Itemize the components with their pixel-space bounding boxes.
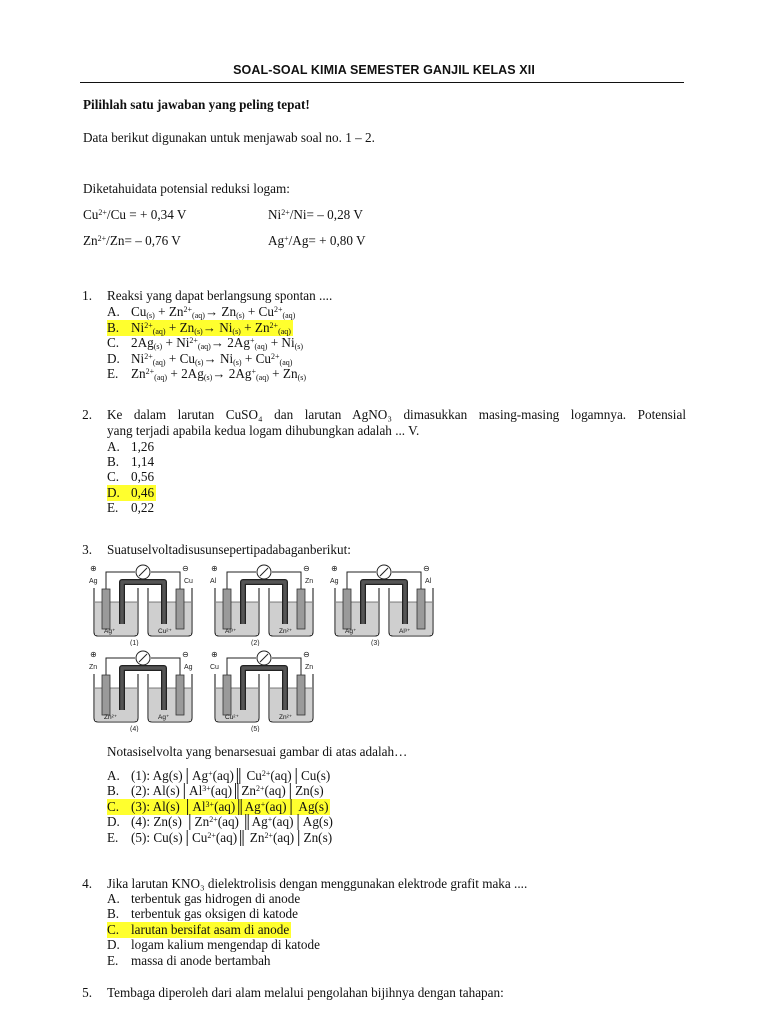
right-electrode	[176, 675, 184, 715]
option-sup: 2+	[145, 367, 155, 377]
page-header: SOAL-SOAL KIMIA SEMESTER GANJIL KELAS XII	[233, 63, 535, 77]
option-sub: (aq)	[282, 311, 296, 320]
option-label: C.	[107, 469, 120, 485]
potential-value: /Zn= – 0,76 V	[106, 233, 181, 248]
option-fragment: → Ni	[203, 350, 234, 366]
plus-terminal-icon: ⊕	[331, 564, 338, 573]
potential-ni	[268, 207, 363, 223]
right-electrode	[176, 589, 184, 629]
known-text: Diketahuidata potensial reduksi logam:	[83, 181, 290, 196]
option-text	[131, 335, 303, 350]
right-ion-label: Zn²⁺	[279, 714, 293, 721]
q1-option-b	[107, 320, 293, 336]
minus-terminal-icon: ⊖	[303, 564, 310, 573]
right-electrode	[297, 675, 305, 715]
cell-number-label: (2)	[251, 640, 260, 646]
option-label: A.	[107, 304, 120, 319]
option-fragment: → Ni	[202, 319, 233, 335]
option-text: larutan bersifat asam di anode	[131, 921, 290, 937]
q1-option-c	[107, 335, 303, 351]
left-electrode	[343, 589, 351, 629]
option-sub: (s)	[194, 326, 203, 336]
option-label: D.	[107, 814, 120, 830]
option-label: E.	[107, 952, 119, 968]
option-label: D.	[107, 937, 120, 953]
option-fragment: + Zn	[154, 304, 184, 319]
option-sub: (aq)	[254, 342, 268, 352]
minus-terminal-icon: ⊖	[182, 650, 189, 659]
charge-text: 2+	[98, 208, 107, 217]
option-label: E.	[107, 829, 119, 845]
q3-question: Notasiselvolta yang benarsesuai gambar di atas adalah…	[107, 744, 408, 759]
option-sub: (aq)	[154, 373, 168, 383]
option-fragment: (aq)║ Cu	[212, 768, 262, 783]
left-electrode	[223, 675, 231, 715]
option-fragment: (3): Al(s) │Al	[131, 798, 206, 814]
q2-option-d	[107, 485, 156, 501]
left-electrode	[102, 589, 110, 629]
q4-stem: Jika larutan KNO₃ dielektrolisis dengan menggunakan elektrode grafit maka ....	[107, 876, 528, 891]
option-fragment: 2Ag	[131, 335, 154, 351]
option-sub: (aq)	[192, 311, 205, 320]
option-label: D.	[107, 350, 120, 366]
option-sub: (s)	[153, 342, 163, 352]
option-label: A.	[107, 768, 120, 783]
option-fragment: (aq)│Zn(s)	[264, 783, 324, 799]
option-sub: (s)	[236, 311, 245, 320]
potential-zn	[83, 233, 181, 249]
option-sub: (aq)	[152, 326, 166, 336]
q4-option-d	[107, 937, 320, 953]
intro-text: Data berikut digunakan untuk menjawab soal no. 1 – 2.	[83, 130, 375, 145]
option-sup: 2+	[144, 320, 153, 330]
left-ion-label: Al³⁺	[225, 628, 237, 635]
option-text: 1,26	[131, 439, 155, 454]
right-electrode-label: Zn	[305, 578, 314, 585]
option-sup: 3+	[205, 799, 215, 809]
option-text	[131, 783, 324, 798]
voltaic-cell-1	[88, 562, 198, 646]
option-text: massa di anode bertambah	[131, 952, 271, 968]
q2-option-c	[107, 469, 154, 485]
option-sup: 2+	[264, 830, 273, 840]
option-fragment: + Zn	[268, 366, 298, 382]
option-fragment: (aq)│Zn(s)	[272, 829, 333, 845]
q4-option-c	[107, 922, 291, 938]
option-fragment: + Zn	[165, 319, 195, 335]
option-fragment: (aq)│Cu(s)	[270, 768, 331, 783]
plus-terminal-icon: ⊕	[211, 564, 218, 573]
option-fragment: (aq)│Ag(s)	[272, 814, 333, 830]
option-fragment: (aq)║Zn	[210, 783, 256, 799]
option-sub: (s)	[232, 326, 241, 336]
option-fragment: + Cu	[241, 350, 272, 366]
plus-terminal-icon: ⊕	[90, 650, 97, 659]
cell-number-label: (3)	[371, 640, 380, 646]
option-label: C.	[107, 335, 120, 351]
q3-option-e	[107, 830, 332, 846]
option-label: B.	[107, 906, 120, 922]
charge-text: 2+	[97, 234, 107, 243]
charge-text: +	[284, 234, 289, 243]
left-ion-label: Cu²⁺	[225, 714, 239, 721]
left-electrode-label: Ag	[330, 578, 339, 585]
option-text	[131, 366, 306, 381]
left-ion-label: Zn²⁺	[104, 714, 118, 721]
q5-number: 5.	[82, 985, 92, 1000]
right-ion-label: Zn²⁺	[279, 628, 293, 635]
left-solution	[336, 602, 378, 635]
left-electrode-label: Zn	[89, 664, 98, 671]
plus-terminal-icon: ⊕	[211, 650, 218, 659]
left-electrode-label: Al	[210, 578, 217, 585]
option-text: 0,46	[131, 484, 155, 500]
right-ion-label: Al³⁺	[399, 628, 411, 635]
minus-terminal-icon: ⊖	[303, 650, 310, 659]
option-sup: +	[251, 367, 256, 377]
q2-line1	[107, 407, 686, 423]
potential-ag	[268, 233, 366, 249]
q3-option-c	[107, 799, 330, 815]
potential-value: /Cu = + 0,34 V	[106, 207, 187, 222]
option-fragment: + Ni	[162, 335, 190, 351]
right-electrode-label: Ag	[184, 664, 193, 671]
q2-line2: yang terjadi apabila kedua logam dihubungkan adalah ... V.	[107, 423, 420, 438]
option-text	[131, 830, 332, 845]
q4-option-b	[107, 906, 298, 922]
q5-stem: Tembaga diperoleh dari alam melalui pengolahan bijihnya dengan tahapan:	[107, 985, 504, 1000]
left-electrode	[102, 675, 110, 715]
option-sub: (s)	[233, 357, 242, 367]
right-electrode	[297, 589, 305, 629]
voltaic-cell-3	[329, 562, 439, 646]
left-solution	[95, 602, 137, 635]
option-sub: (s)	[146, 311, 155, 320]
potential-cu	[83, 207, 186, 223]
q1-stem: Reaksi yang dapat berlangsung spontan ....	[107, 288, 333, 303]
left-electrode	[223, 589, 231, 629]
option-fragment: → 2Ag	[212, 366, 252, 382]
cell-number-label: (1)	[130, 640, 139, 646]
q1-number: 1.	[82, 288, 92, 303]
option-fragment: (1): Ag(s)│Ag	[131, 768, 209, 783]
option-sup: +	[260, 799, 266, 809]
ion-text: Cu	[83, 207, 99, 222]
left-ion-label: Ag⁺	[345, 628, 357, 635]
right-electrode-label: Zn	[305, 664, 314, 671]
q3-option-b	[107, 783, 324, 799]
option-fragment: + Cu	[165, 350, 196, 366]
option-label: C.	[107, 798, 120, 814]
option-fragment: (aq) ║Ag	[217, 814, 268, 830]
option-fragment: → 2Ag	[210, 335, 250, 351]
q4-option-a	[107, 891, 300, 907]
option-label: B.	[107, 319, 120, 335]
option-text	[131, 351, 292, 366]
option-sup: 2+	[271, 351, 280, 361]
q3-number: 3.	[82, 542, 92, 557]
potential-value: /Ni= – 0,28 V	[289, 207, 363, 222]
option-label: B.	[107, 454, 120, 470]
option-fragment: (4): Zn(s) │Zn	[131, 814, 210, 830]
option-sup: +	[267, 815, 273, 825]
q2-option-a	[107, 439, 154, 455]
option-sup: 3+	[202, 784, 211, 794]
q3-option-a	[107, 768, 330, 784]
option-sup: +	[250, 336, 255, 346]
option-sup: 2+	[261, 769, 271, 778]
option-fragment: Zn	[131, 366, 146, 382]
voltaic-cell-5	[209, 648, 319, 732]
option-sup: 2+	[207, 830, 216, 840]
option-text: 0,22	[131, 499, 155, 515]
option-sup: 2+	[269, 320, 279, 330]
right-electrode-label: Cu	[184, 578, 193, 585]
q1-option-a	[107, 304, 295, 320]
q4-number: 4.	[82, 876, 92, 891]
q4-option-e	[107, 953, 271, 969]
option-fragment: + Cu	[244, 304, 274, 319]
option-label: C.	[107, 921, 120, 937]
left-electrode-label: Cu	[210, 664, 219, 671]
right-ion-label: Cu²⁺	[158, 628, 172, 635]
q2-number: 2.	[82, 407, 92, 422]
option-fragment: (aq)║Ag	[214, 798, 261, 814]
option-sup: 2+	[189, 336, 198, 346]
option-sub: (aq)	[279, 357, 293, 367]
right-ion-label: Ag⁺	[158, 714, 170, 721]
option-fragment: Ni	[131, 350, 145, 366]
option-text: terbentuk gas hidrogen di anode	[131, 891, 301, 906]
left-electrode-label: Ag	[89, 578, 98, 585]
minus-terminal-icon: ⊖	[182, 564, 189, 573]
option-label: B.	[107, 783, 120, 799]
option-sub: (aq)	[278, 326, 291, 336]
voltaic-cell-2	[209, 562, 319, 646]
option-sub: (s)	[297, 373, 307, 383]
q1-option-e	[107, 366, 306, 382]
option-text: 0,56	[131, 469, 155, 485]
option-text	[131, 768, 330, 783]
right-solution	[390, 602, 432, 635]
option-text: 1,14	[131, 454, 155, 470]
potential-value: /Ag= + 0,80 V	[288, 233, 366, 248]
q1-option-d	[107, 351, 292, 367]
option-fragment: (aq)║ Zn	[215, 829, 265, 845]
option-sub: (s)	[195, 357, 204, 367]
option-sup: 2+	[183, 305, 193, 314]
left-ion-label: Ag⁺	[104, 628, 116, 635]
header-rule	[80, 82, 684, 83]
right-solution	[149, 688, 191, 721]
option-text: terbentuk gas oksigen di katode	[131, 906, 299, 922]
q2-line1-text: Ke dalam larutan CuSO₄ dan larutan AgNO₃ dimasukkan masing-masing logamnya. Potensial	[107, 407, 686, 422]
q3-option-d	[107, 814, 333, 830]
option-label: E.	[107, 366, 119, 382]
option-fragment: (5): Cu(s)│Cu	[131, 829, 208, 845]
ion-text: Zn	[83, 233, 98, 248]
ion-text: Ag	[268, 233, 285, 248]
option-sub: (s)	[203, 373, 213, 383]
option-label: E.	[107, 499, 119, 515]
option-label: A.	[107, 439, 120, 454]
option-text: logam kalium mengendap di katode	[131, 937, 320, 953]
option-sub: (aq)	[255, 373, 269, 383]
minus-terminal-icon: ⊖	[423, 564, 430, 573]
option-fragment: Ni	[131, 319, 145, 335]
q3-stem: Suatuselvoltadisusunsepertipadabaganberikut:	[107, 542, 351, 557]
charge-text: 2+	[281, 208, 290, 217]
voltaic-cell-4	[88, 648, 198, 732]
option-sup: 2+	[273, 305, 283, 314]
option-sup: 2+	[256, 784, 265, 794]
option-fragment: (2): Al(s)│Al	[131, 783, 203, 799]
ion-text: Ni	[268, 207, 282, 222]
option-sup: +	[208, 769, 213, 778]
option-fragment: → Zn	[204, 304, 237, 319]
option-label: A.	[107, 891, 120, 906]
plus-terminal-icon: ⊕	[90, 564, 97, 573]
q2-option-b	[107, 454, 154, 470]
option-sup: 2+	[144, 351, 153, 361]
cell-number-label: (4)	[130, 726, 139, 732]
option-fragment: (aq)│ Ag(s)	[265, 798, 329, 814]
option-text	[131, 799, 328, 814]
right-electrode-label: Al	[425, 578, 432, 585]
cell-number-label: (5)	[251, 726, 260, 732]
option-text	[131, 320, 291, 335]
option-fragment: + Zn	[240, 319, 270, 335]
right-electrode	[417, 589, 425, 629]
instruction: Pilihlah satu jawaban yang peling tepat!	[83, 97, 310, 112]
option-label: D.	[107, 484, 120, 500]
q2-option-e	[107, 500, 154, 516]
option-fragment: + 2Ag	[167, 366, 204, 382]
option-sub: (aq)	[197, 342, 211, 352]
option-text	[131, 304, 295, 319]
option-fragment: Cu	[131, 304, 147, 319]
option-fragment: + Ni	[267, 335, 295, 351]
option-text	[131, 814, 333, 829]
option-sub: (s)	[294, 342, 304, 352]
left-solution	[216, 602, 258, 635]
option-sup: 2+	[209, 815, 218, 825]
option-sub: (aq)	[152, 357, 166, 367]
